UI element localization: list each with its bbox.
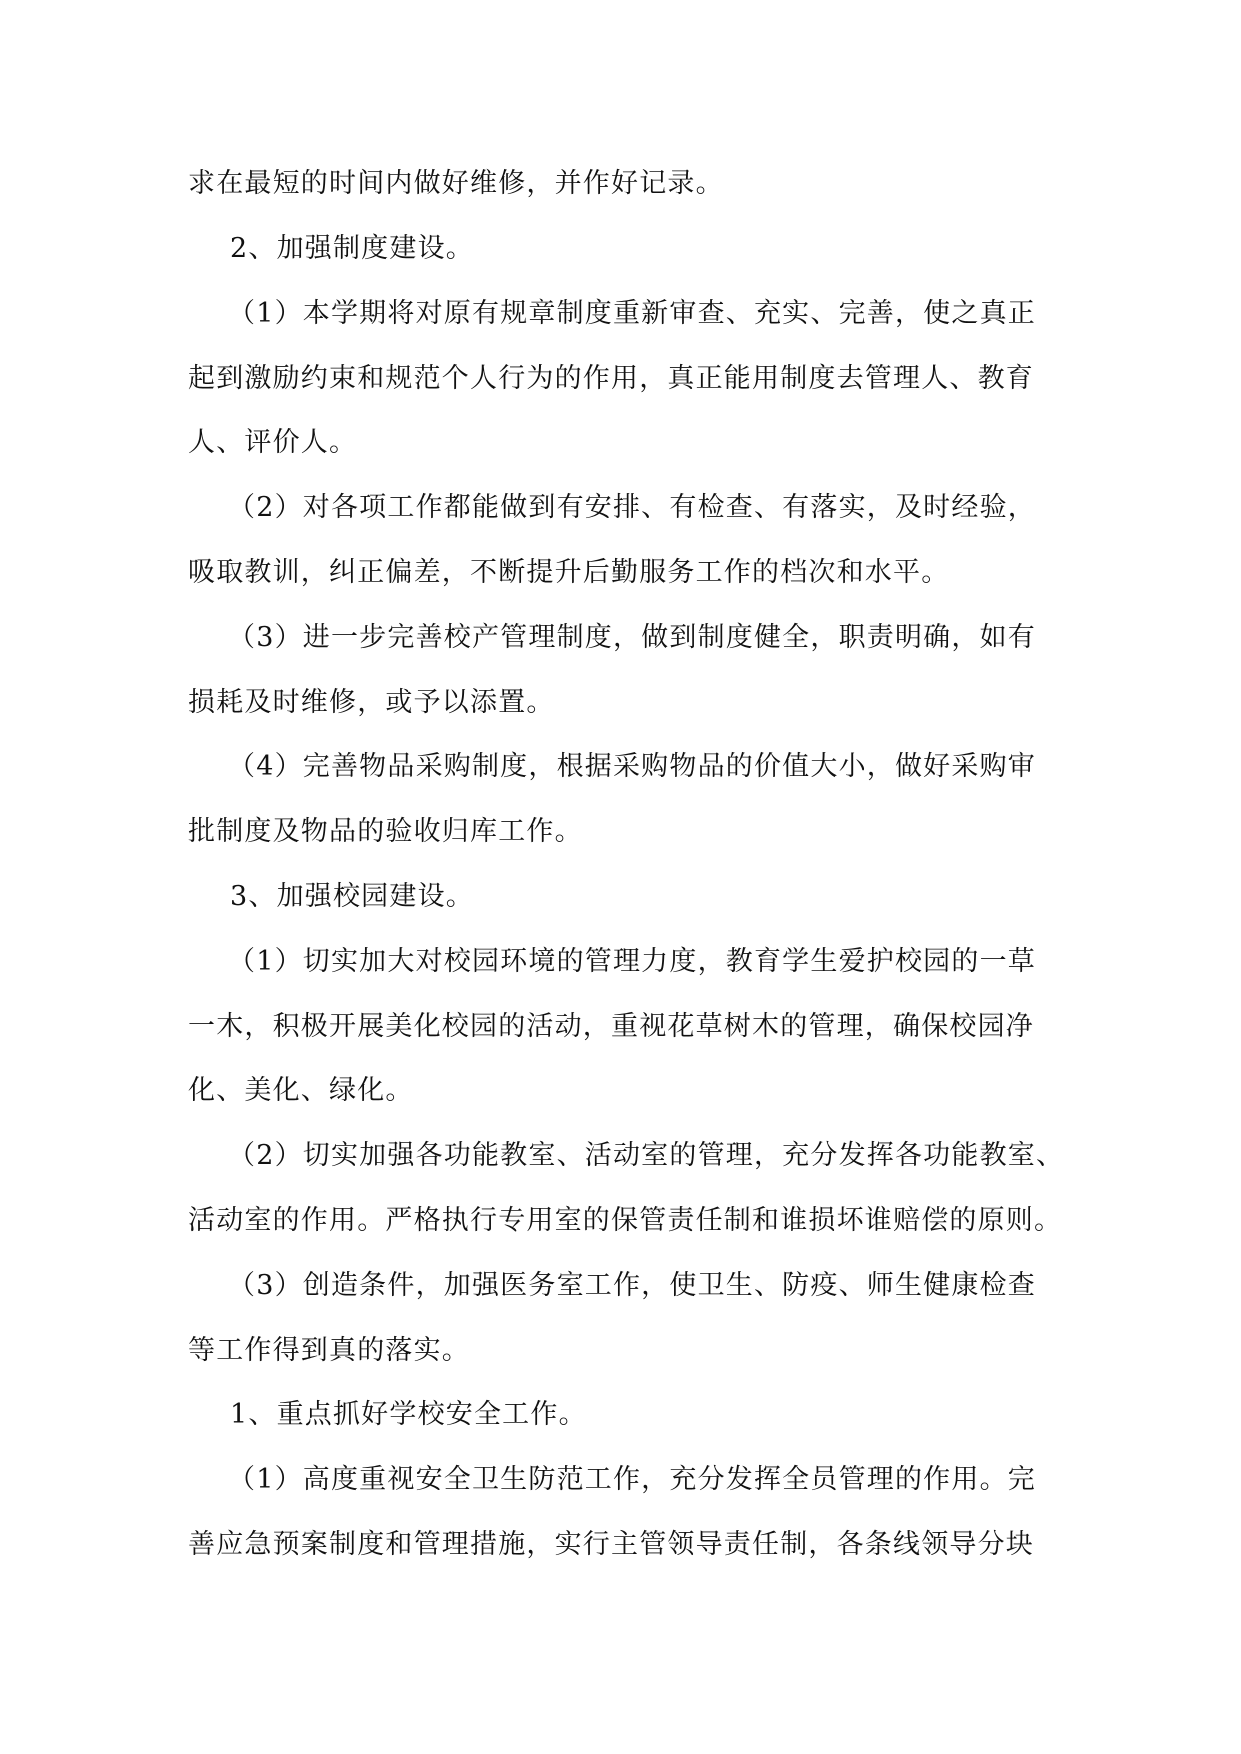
section-heading-3: 3、加强校园建设。: [230, 881, 474, 912]
text-line-11: 批制度及物品的验收归库工作。: [188, 816, 583, 847]
text-line-21: （1）高度重视安全卫生防范工作，充分发挥全员管理的作用。完: [228, 1464, 1036, 1495]
text-line-18: （3）创造条件，加强医务室工作，使卫生、防疫、师生健康检查: [228, 1270, 1036, 1301]
text-line-5: 人、评价人。: [188, 427, 358, 458]
text-line-1: 求在最短的时间内做好维修，并作好记录。: [188, 168, 724, 199]
text-line-14: 一木，积极开展美化校园的活动，重视花草树木的管理，确保校园净: [188, 1011, 1034, 1042]
text-line-17: 活动室的作用。严格执行专用室的保管责任制和谁损坏谁赔偿的原则。: [188, 1205, 1063, 1236]
text-line-6: （2）对各项工作都能做到有安排、有检查、有落实，及时经验，: [228, 492, 1036, 523]
text-line-16: （2）切实加强各功能教室、活动室的管理，充分发挥各功能教室、: [228, 1140, 1065, 1171]
text-line-4: 起到激励约束和规范个人行为的作用，真正能用制度去管理人、教育: [188, 363, 1034, 394]
text-line-19: 等工作得到真的落实。: [188, 1335, 470, 1366]
text-line-10: （4）完善物品采购制度，根据采购物品的价值大小，做好采购审: [228, 751, 1036, 782]
text-line-13: （1）切实加大对校园环境的管理力度，教育学生爱护校园的一草: [228, 946, 1036, 977]
text-line-3: （1）本学期将对原有规章制度重新审查、充实、完善，使之真正: [228, 298, 1036, 329]
text-line-7: 吸取教训，纠正偏差，不断提升后勤服务工作的档次和水平。: [188, 557, 950, 588]
text-line-8: （3）进一步完善校产管理制度，做到制度健全，职责明确，如有: [228, 622, 1036, 653]
text-line-22: 善应急预案制度和管理措施，实行主管领导责任制，各条线领导分块: [188, 1529, 1034, 1560]
text-line-15: 化、美化、绿化。: [188, 1075, 414, 1106]
section-heading-2: 2、加强制度建设。: [230, 233, 474, 264]
section-heading-1: 1、重点抓好学校安全工作。: [230, 1399, 587, 1430]
text-line-9: 损耗及时维修，或予以添置。: [188, 687, 555, 718]
